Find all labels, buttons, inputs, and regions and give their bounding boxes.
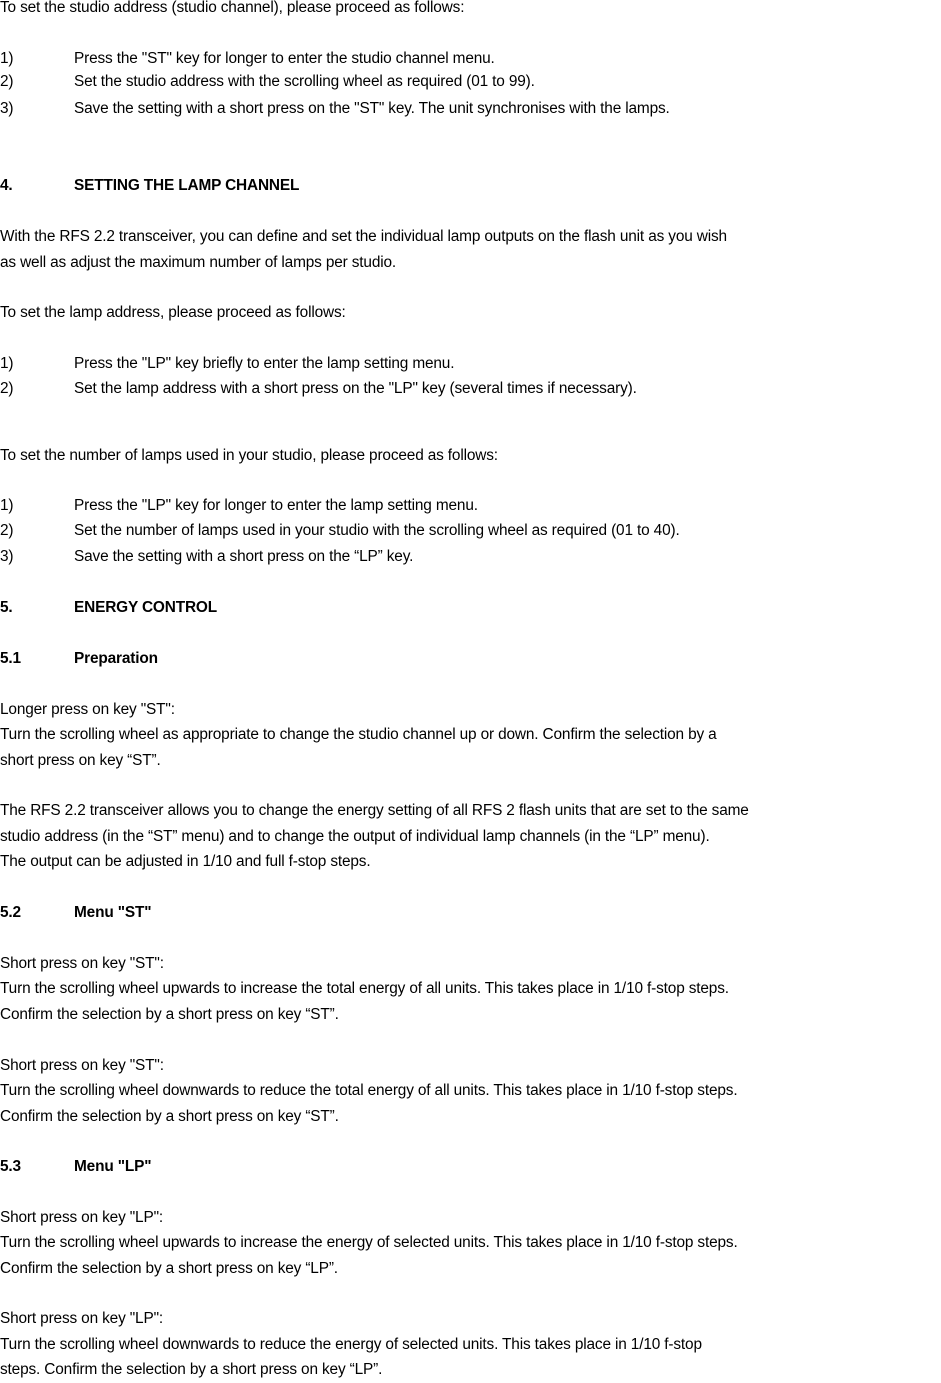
lamp-count-step-3-text: Save the setting with a short press on the “LP” key. xyxy=(74,548,414,565)
prep-paragraph-line-1: Longer press on key "ST": xyxy=(0,701,175,718)
lamp-count-intro: To set the number of lamps used in your studio, please proceed as follows: xyxy=(0,447,498,464)
st-down-paragraph-line-2: Turn the scrolling wheel downwards to reduce the total energy of all units. This takes place in 1/10 f-stop steps. xyxy=(0,1082,738,1099)
studio-step-3-num: 3) xyxy=(0,100,14,117)
lamp-paragraph-line-1: With the RFS 2.2 transceiver, you can define and set the individual lamp outputs on the flash unit as you wish xyxy=(0,228,727,245)
section-5-2-number: 5.2 xyxy=(0,904,21,921)
section-4-title: SETTING THE LAMP CHANNEL xyxy=(74,177,300,194)
lamp-addr-step-2-text: Set the lamp address with a short press on the "LP" key (several times if necessary). xyxy=(74,380,637,397)
lamp-count-step-2-text: Set the number of lamps used in your studio with the scrolling wheel as required (01 to 40). xyxy=(74,522,680,539)
lamp-addr-step-1-num: 1) xyxy=(0,355,14,372)
section-5-2-title: Menu "ST" xyxy=(74,904,152,921)
rfs-paragraph-line-2: studio address (in the “ST” menu) and to change the output of individual lamp channels (in the “LP” menu). xyxy=(0,828,710,845)
st-up-paragraph-line-3: Confirm the selection by a short press on key “ST”. xyxy=(0,1006,339,1023)
st-up-paragraph-line-1: Short press on key "ST": xyxy=(0,955,164,972)
prep-paragraph-line-3: short press on key “ST”. xyxy=(0,752,161,769)
lp-up-paragraph-line-3: Confirm the selection by a short press on key “LP”. xyxy=(0,1260,338,1277)
section-5-number: 5. xyxy=(0,599,13,616)
rfs-paragraph-line-1: The RFS 2.2 transceiver allows you to change the energy setting of all RFS 2 flash units that are set to the same xyxy=(0,802,749,819)
lamp-addr-step-2-num: 2) xyxy=(0,380,14,397)
studio-intro: To set the studio address (studio channel), please proceed as follows: xyxy=(0,0,465,16)
lamp-count-step-1-text: Press the "LP" key for longer to enter the lamp setting menu. xyxy=(74,497,478,514)
prep-paragraph-line-2: Turn the scrolling wheel as appropriate to change the studio channel up or down. Confirm the selection by a xyxy=(0,726,717,743)
section-5-3-number: 5.3 xyxy=(0,1158,21,1175)
lamp-paragraph-line-2: as well as adjust the maximum number of lamps per studio. xyxy=(0,254,397,271)
lamp-address-intro: To set the lamp address, please proceed as follows: xyxy=(0,304,346,321)
lamp-addr-step-1-text: Press the "LP" key briefly to enter the lamp setting menu. xyxy=(74,355,455,372)
lamp-count-step-2-num: 2) xyxy=(0,522,14,539)
lp-up-paragraph-line-1: Short press on key "LP": xyxy=(0,1209,164,1226)
st-down-paragraph-line-1: Short press on key "ST": xyxy=(0,1057,164,1074)
rfs-paragraph-line-3: The output can be adjusted in 1/10 and full f-stop steps. xyxy=(0,853,371,870)
section-5-1-title: Preparation xyxy=(74,650,158,667)
lp-down-paragraph-line-3: steps. Confirm the selection by a short press on key “LP”. xyxy=(0,1361,383,1378)
section-5-title: ENERGY CONTROL xyxy=(74,599,217,616)
studio-step-2-text: Set the studio address with the scrolling wheel as required (01 to 99). xyxy=(74,73,535,90)
st-down-paragraph-line-3: Confirm the selection by a short press on key “ST”. xyxy=(0,1108,339,1125)
studio-step-2-num: 2) xyxy=(0,73,14,90)
section-5-3-title: Menu "LP" xyxy=(74,1158,152,1175)
lamp-count-step-1-num: 1) xyxy=(0,497,14,514)
section-5-1-number: 5.1 xyxy=(0,650,21,667)
lp-up-paragraph-line-2: Turn the scrolling wheel upwards to increase the energy of selected units. This takes place in 1/10 f-stop steps. xyxy=(0,1234,738,1251)
lp-down-paragraph-line-1: Short press on key "LP": xyxy=(0,1310,164,1327)
lamp-count-step-3-num: 3) xyxy=(0,548,14,565)
section-4-number: 4. xyxy=(0,177,13,194)
lp-down-paragraph-line-2: Turn the scrolling wheel downwards to reduce the energy of selected units. This takes place in 1/10 f-stop xyxy=(0,1336,702,1353)
studio-step-1-num: 1) xyxy=(0,50,14,67)
st-up-paragraph-line-2: Turn the scrolling wheel upwards to increase the total energy of all units. This takes place in 1/10 f-stop steps. xyxy=(0,980,729,997)
studio-step-1-text: Press the "ST" key for longer to enter the studio channel menu. xyxy=(74,50,495,67)
studio-step-3-text: Save the setting with a short press on the "ST" key. The unit synchronises with the lamps. xyxy=(74,100,670,117)
